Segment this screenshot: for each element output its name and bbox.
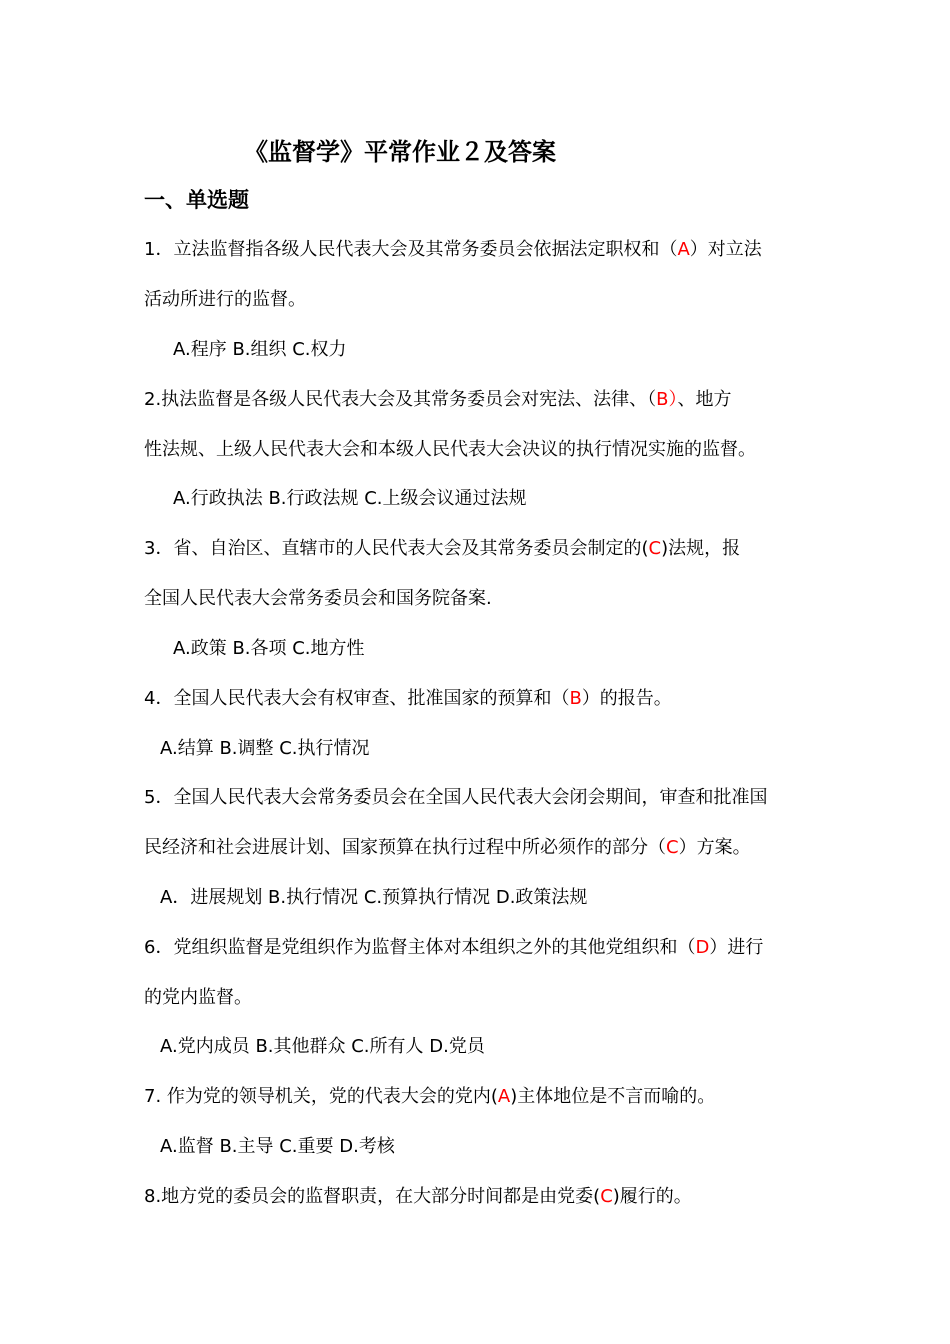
question-4-text-b: ）的报告。 (581, 688, 672, 709)
question-7-text-b: )主体地位是不言而喻的。 (510, 1086, 716, 1107)
question-3-answer: C (648, 538, 662, 559)
question-3-text-a: 3．省、自治区、直辖市的人民代表大会及其常务委员会制定的( (144, 538, 649, 559)
question-7-text-a: 7. 作为党的领导机关，党的代表大会的党内( (144, 1086, 498, 1107)
question-4-answer: B (569, 688, 582, 709)
section-heading: 一、单选题 (144, 188, 249, 212)
question-2-line-1 (144, 387, 732, 413)
question-5-answer: C (666, 837, 679, 858)
question-4-text-a: 4．全国人民代表大会有权审查、批准国家的预算和（ (144, 688, 570, 709)
question-5-text-a: 民经济和社会进展计划、国家预算在执行过程中所必须作的部分（ (144, 837, 666, 858)
question-1-text-b: ）对立法 (689, 239, 762, 260)
question-5-line-2 (144, 835, 751, 861)
question-6-answer: D (695, 937, 710, 958)
question-7-answer: A (497, 1086, 511, 1107)
question-6-line-2: 的党内监督。 (144, 987, 252, 1008)
question-5-options: A．进展规划 B.执行情况 C.预算执行情况 D.政策法规 (160, 887, 588, 908)
question-3-text-b: )法规，报 (661, 538, 741, 559)
question-8-line-1 (144, 1184, 692, 1210)
question-2-options: A.行政执法 B.行政法规 C.上级会议通过法规 (173, 488, 527, 509)
question-7-options: A.监督 B.主导 C.重要 D.考核 (160, 1136, 395, 1157)
question-4-options: A.结算 B.调整 C.执行情况 (160, 738, 370, 759)
question-1-line-2: 活动所进行的监督。 (144, 289, 306, 310)
question-7-line-1 (144, 1084, 715, 1110)
page-title: 《监督学》平常作业２及答案 (244, 138, 556, 166)
question-6-options: A.党内成员 B.其他群众 C.所有人 D.党员 (160, 1036, 485, 1057)
question-3-options: A.政策 B.各项 C.地方性 (173, 638, 365, 659)
question-1-line-1 (144, 237, 762, 263)
question-1-options: A.程序 B.组织 C.权力 (173, 339, 347, 360)
question-5-line-1: 5．全国人民代表大会常务委员会在全国人民代表大会闭会期间，审查和批准国 (144, 787, 768, 808)
question-2-text-a: 2.执法监督是各级人民代表大会及其常务委员会对宪法、法律、（ (144, 389, 657, 410)
question-8-text-b: )履行的。 (612, 1186, 692, 1207)
question-5-text-b: ）方案。 (678, 837, 751, 858)
question-1-answer: A (677, 239, 690, 260)
question-2-text-b: 、地方 (677, 389, 732, 410)
question-1-text-a: 1．立法监督指各级人民代表大会及其常务委员会依据法定职权和（ (144, 239, 678, 260)
question-6-line-1 (144, 935, 763, 961)
question-3-line-2: 全国人民代表大会常务委员会和国务院备案. (144, 588, 492, 609)
question-4-line-1 (144, 686, 672, 712)
question-6-text-a: 6．党组织监督是党组织作为监督主体对本组织之外的其他党组织和（ (144, 937, 696, 958)
question-8-answer: C (600, 1186, 613, 1207)
question-3-line-1 (144, 536, 740, 562)
question-2-line-2: 性法规、上级人民代表大会和本级人民代表大会决议的执行情况实施的监督。 (144, 439, 756, 460)
question-2-answer: B） (656, 389, 678, 410)
question-6-text-b: ）进行 (709, 937, 764, 958)
question-8-text-a: 8.地方党的委员会的监督职责，在大部分时间都是由党委( (144, 1186, 601, 1207)
